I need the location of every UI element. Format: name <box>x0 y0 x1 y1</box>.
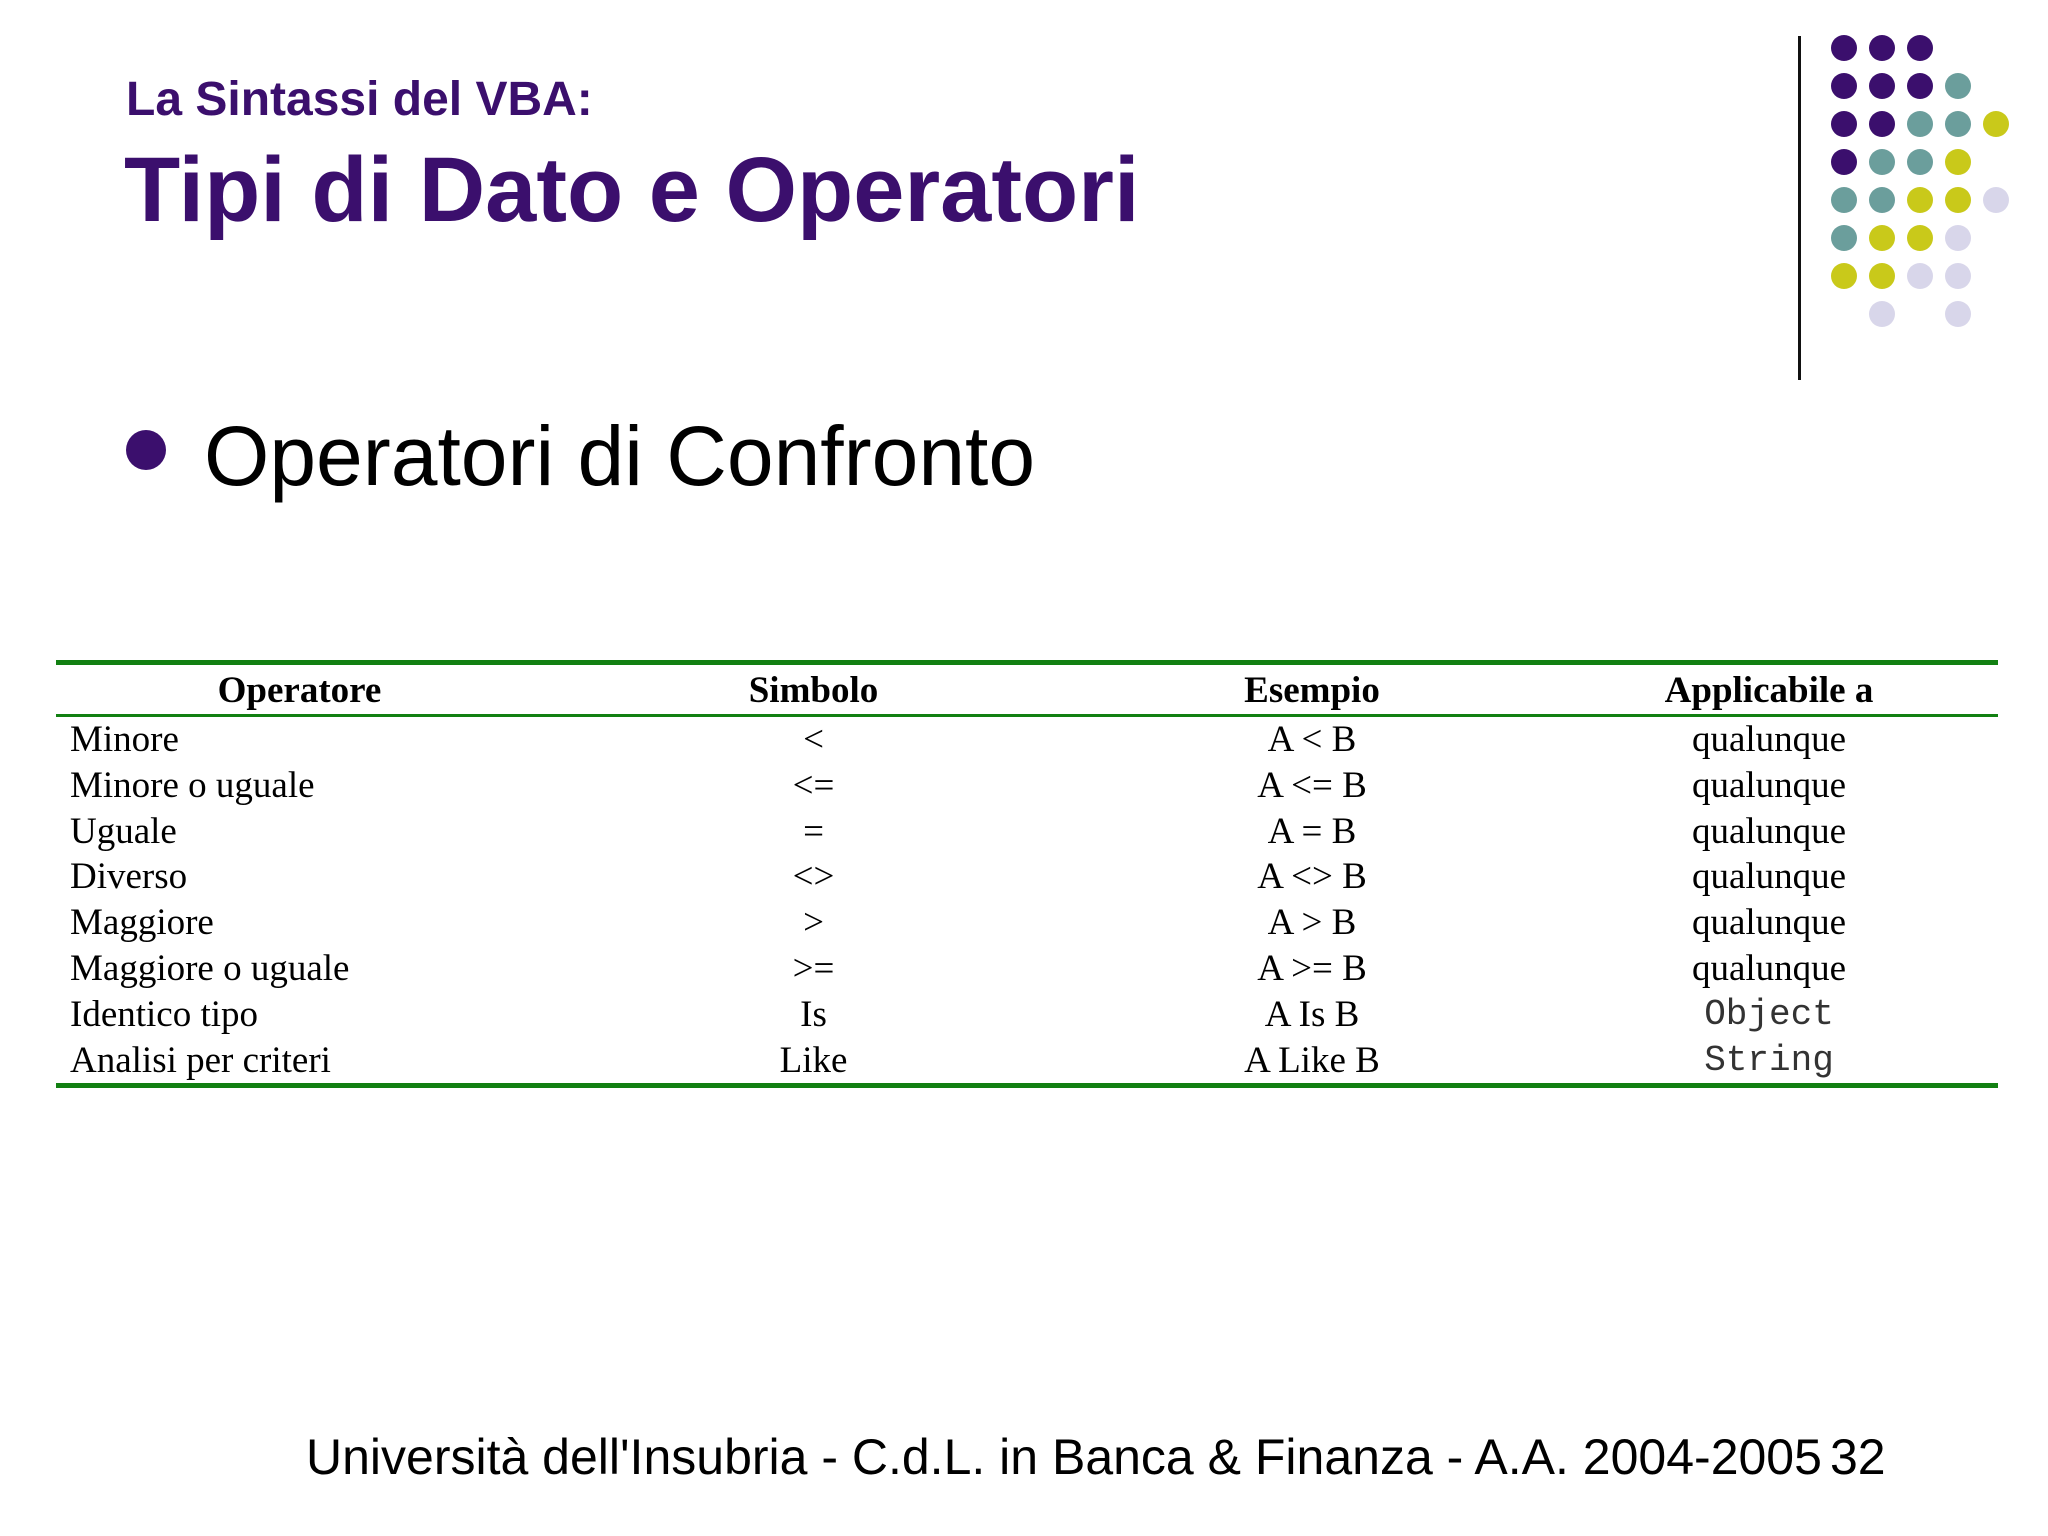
dot <box>1869 35 1895 61</box>
dot <box>1945 187 1971 213</box>
slide-title: Tipi di Dato e Operatori <box>124 139 1140 241</box>
decorative-dot-grid <box>0 0 2048 400</box>
dot <box>1869 225 1895 251</box>
bullet-icon <box>126 430 166 470</box>
table-header-cell: Operatore <box>56 663 543 716</box>
bullet-item <box>126 408 1035 505</box>
table-header-cell: Applicabile a <box>1540 663 1998 716</box>
table-cell: = <box>803 810 824 852</box>
table-cell: Diverso <box>70 856 188 898</box>
table-header-cell: Esempio <box>1084 663 1540 716</box>
table-cell: A = B <box>1267 810 1357 852</box>
table-cell: qualunque <box>1691 947 1847 989</box>
table-cell: A <> B <box>1257 856 1367 898</box>
table-cell: Object <box>1704 993 1834 1035</box>
table-cell: A Like B <box>1084 1038 1540 1086</box>
table-cell: Maggiore <box>70 902 214 944</box>
table-row <box>56 763 1998 809</box>
table-cell: String <box>1540 1038 1998 1086</box>
table-cell: qualunque <box>1691 902 1847 944</box>
bullet-text: Operatori di Confronto <box>204 409 1036 503</box>
dot <box>1831 149 1857 175</box>
table-row <box>56 809 1998 855</box>
table-cell: A Is B <box>1264 993 1360 1035</box>
table-cell: Uguale <box>70 810 177 852</box>
operators-table <box>56 660 1998 1088</box>
table-row <box>56 854 1998 900</box>
table-row <box>56 992 1998 1038</box>
dot <box>1945 301 1971 327</box>
dot <box>1831 73 1857 99</box>
dot <box>1945 111 1971 137</box>
dot <box>1945 149 1971 175</box>
dot <box>1831 187 1857 213</box>
table-cell: < <box>803 719 824 760</box>
table-cell: <> <box>792 856 835 898</box>
table-cell: Minore <box>70 719 179 760</box>
slide-footer: Università dell'Insubria - C.d.L. in Banca & Finanza - A.A. 2004-2005 <box>306 1429 1822 1485</box>
table-header-row <box>56 663 1998 716</box>
table-cell: Like <box>543 1038 1084 1086</box>
dot <box>1869 301 1895 327</box>
dot <box>1869 149 1895 175</box>
table-cell: <= <box>792 764 835 806</box>
table-cell: A >= B <box>1257 947 1367 989</box>
table-cell: A < B <box>1267 719 1357 760</box>
dot <box>1983 111 2009 137</box>
table-cell: Maggiore o uguale <box>70 947 350 989</box>
dot <box>1831 225 1857 251</box>
table-cell: Analisi per criteri <box>56 1038 543 1086</box>
dot <box>1907 263 1933 289</box>
table-cell: > <box>803 902 824 944</box>
dot <box>1907 111 1933 137</box>
dot <box>1869 187 1895 213</box>
dot <box>1907 187 1933 213</box>
table-cell: Identico tipo <box>70 993 259 1035</box>
dot <box>1983 187 2009 213</box>
table-row <box>56 716 1998 763</box>
table-cell: qualunque <box>1691 764 1847 806</box>
table-cell: Minore o uguale <box>70 764 315 806</box>
dot <box>1869 73 1895 99</box>
table-row <box>56 900 1998 946</box>
table-cell: A <= B <box>1257 764 1367 806</box>
table-cell: Is <box>800 993 827 1035</box>
table-row <box>56 946 1998 992</box>
table-row <box>56 1038 1998 1086</box>
table-header-cell: Simbolo <box>543 663 1084 716</box>
dot <box>1907 35 1933 61</box>
dot <box>1869 263 1895 289</box>
table-cell: >= <box>792 947 835 989</box>
dot <box>1945 263 1971 289</box>
table-cell: qualunque <box>1691 856 1847 898</box>
dot <box>1831 111 1857 137</box>
dot <box>1831 263 1857 289</box>
dot <box>1945 73 1971 99</box>
table-cell: qualunque <box>1691 810 1847 852</box>
dot <box>1907 73 1933 99</box>
table-cell: qualunque <box>1691 719 1847 760</box>
table-cell: A > B <box>1267 902 1357 944</box>
page-number: 32 <box>1830 1429 1886 1485</box>
dot <box>1869 111 1895 137</box>
dot <box>1907 149 1933 175</box>
dot <box>1945 225 1971 251</box>
slide-subtitle: La Sintassi del VBA: <box>126 73 593 126</box>
dot <box>1907 225 1933 251</box>
dot <box>1831 35 1857 61</box>
